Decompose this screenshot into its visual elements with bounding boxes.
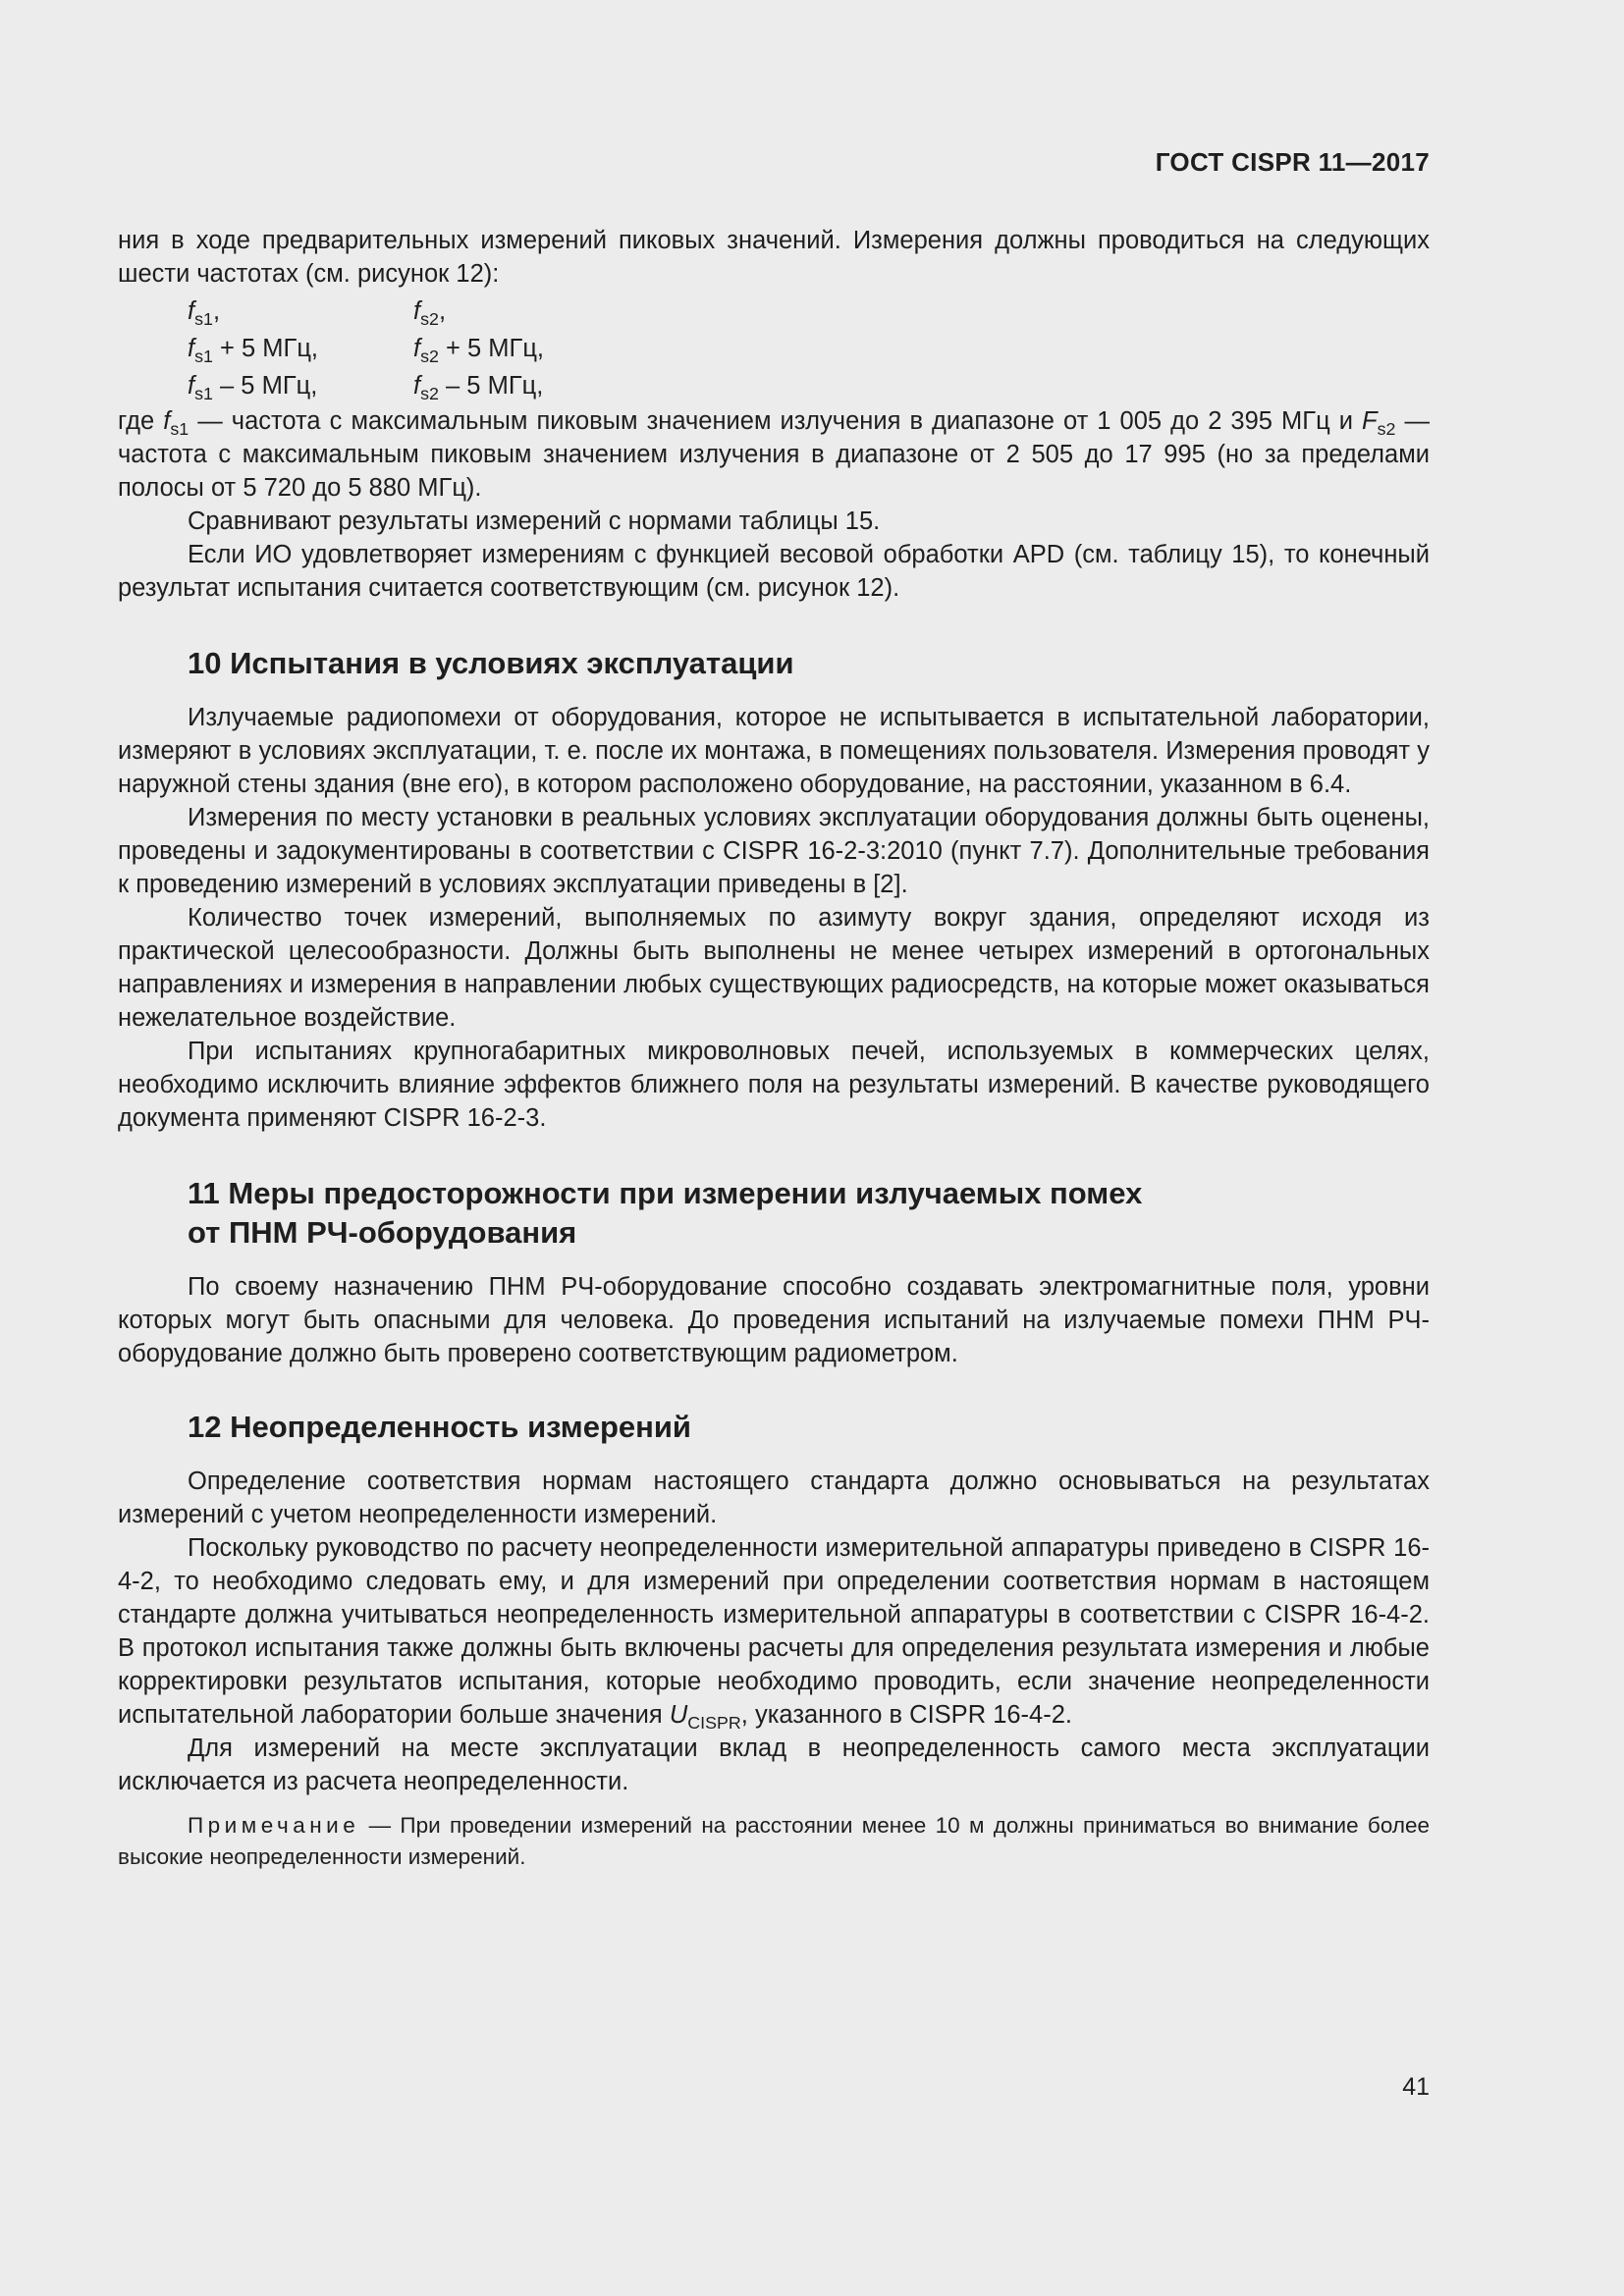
note-label: Примечание — [188, 1813, 360, 1838]
frequency-item: $f_{s2} - 5$ МГц, — [413, 372, 544, 404]
section-12-paragraph: Определение соответствия нормам настоящего стандарта должно основываться на результатах измерений с учетом неопределенности измерений. — [118, 1468, 1430, 1528]
section-11-paragraph: По своему назначению ПНМ РЧ-оборудование способно создавать электромагнитные поля, уровни которых могут быть опасными для человека. До проведения испытаний на излучаемые помехи ПНМ РЧ-оборудование должно быть проверено соответствующим радиометром. — [118, 1273, 1430, 1367]
section-10-paragraph: Количество точек измерений, выполняемых по азимуту вокруг здания, определяют исходя из практической целесообразности. Должны быть выполнены не менее четырех измерений в ортогональных направлениях и измерения в направлении любых существующих радиосредств, на которые может оказываться нежелательное воздействие. — [118, 904, 1430, 1032]
page-number: 41 — [1402, 2073, 1430, 2101]
section-10-paragraph: При испытаниях крупногабаритных микроволновых печей, используемых в коммерческих целях, необходимо исключить влияние эффектов ближнего поля на результаты измерений. В качестве руководящего документа применяют CISPR 16-2-3. — [118, 1038, 1430, 1132]
section-12-paragraph: Для измерений на месте эксплуатации вклад в неопределенность самого места эксплуатации исключается из расчета неопределенности. — [118, 1735, 1430, 1795]
frequency-item: $f_{s2} + 5$ МГц, — [413, 335, 545, 367]
intro-paragraph: ния в ходе предварительных измерений пиковых значений. Измерения должны проводиться на следующих шести частотах (см. рисунок 12): — [118, 227, 1430, 288]
section-10-paragraph: Излучаемые радиопомехи от оборудования, которое не испытывается в испытательной лаборатории, измеряют в условиях эксплуатации, т. е. после их монтажа, в помещениях пользователя. Измерения проводят у наружной стены здания (вне его), в котором расположено оборудование, на расстоянии, указанном в 6.4. — [118, 704, 1430, 798]
where-paragraph: где $f_{s1}$ — частота с максимальным пиковым значением излучения в диапазоне от 1 005 до 2 395 МГц и $F_{s2}$ — частота с максимальным пиковым значением излучения в диапазоне от 2 505 до 17 995 (но за пределами полосы от 5 720 до 5 880 МГц). — [118, 407, 1430, 502]
page-content — [118, 224, 1430, 1873]
frequency-item: $f_{s2}$, — [413, 297, 447, 330]
frequency-list — [188, 294, 1430, 402]
compare-paragraph: Сравнивают результаты измерений с нормами таблицы 15. — [188, 507, 881, 535]
section-11-heading: 11 Меры предосторожности при измерении излучаемых помех от ПНМ РЧ-оборудования — [188, 1176, 1143, 1250]
section-12-heading: 12 Неопределенность измерений — [188, 1410, 691, 1444]
section-12-paragraph: Поскольку руководство по расчету неопределенности измерительной аппаратуры приведено в CISPR 16-4-2, то необходимо следовать ему, и для измерений при определении соответствия нормам в настоящем стандарте должна учитываться неопределенность измерительной аппаратуры в соответствии с CISPR 16-4-2. В протокол испытания также должны быть включены расчеты для определения результата измерения и любые корректировки результатов испытания, которые необходимо проводить, если значение неопределенности испытательной лаборатории больше значения $U_{CISPR}$, указанного в CISPR 16-4-2. — [118, 1534, 1430, 1734]
frequency-item: $f_{s1} + 5$ МГц, — [188, 335, 319, 367]
apd-paragraph: Если ИО удовлетворяет измерениям с функцией весовой обработки APD (см. таблицу 15), то конечный результат испытания считается соответствующим (см. рисунок 12). — [118, 541, 1430, 602]
frequency-item: $f_{s1} - 5$ МГц, — [188, 372, 318, 404]
frequency-item: $f_{s1}$, — [188, 297, 221, 330]
note-paragraph: Примечание — При проведении измерений на расстоянии менее 10 м должны приниматься во внимание более высокие неопределенности измерений. — [118, 1813, 1430, 1869]
section-10-paragraph: Измерения по месту установки в реальных условиях эксплуатации оборудования должны быть оценены, проведены и задокументированы в соответствии с CISPR 16-2-3:2010 (пункт 7.7). Дополнительные требования к проведению измерений в условиях эксплуатации приведены в [2]. — [118, 804, 1430, 898]
section-10-heading: 10 Испытания в условиях эксплуатации — [188, 646, 794, 680]
document-header: ГОСТ CISPR 11—2017 — [1155, 147, 1430, 177]
